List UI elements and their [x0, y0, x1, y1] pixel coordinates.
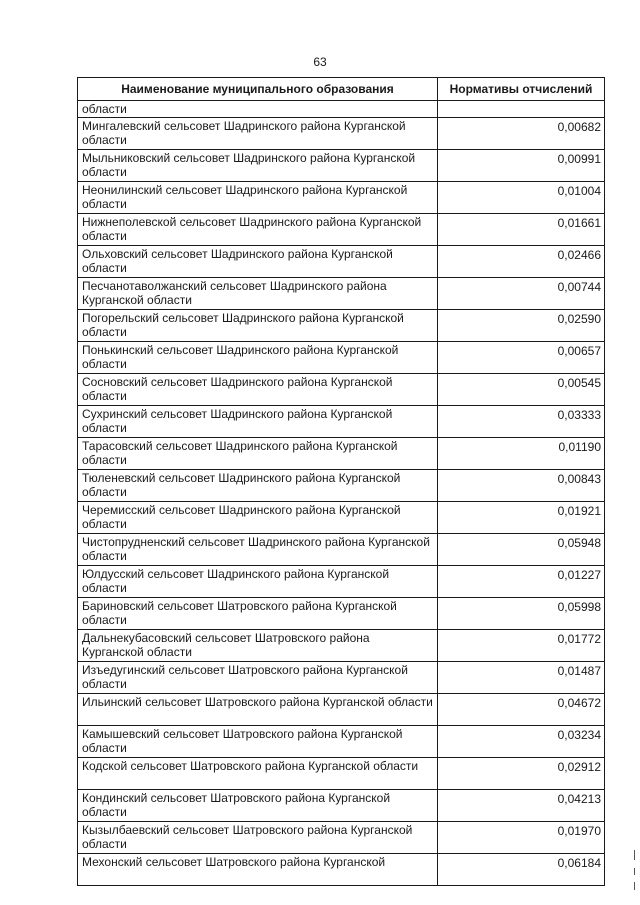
table-row: [78, 822, 605, 854]
norm-value: 0,06184: [438, 854, 605, 886]
norm-value: 0,01772: [438, 630, 605, 662]
municipality-name: Песчанотаволжанский сельсовет Шадринского района Курганской области: [78, 278, 438, 310]
norm-value: 0,04213: [438, 790, 605, 822]
municipality-name: Тарасовский сельсовет Шадринского района Курганской области: [78, 438, 438, 470]
municipality-name: Юлдусский сельсовет Шадринского района Курганской области: [78, 566, 438, 598]
table-header-row: [78, 78, 605, 101]
municipality-name: Нижнеполевской сельсовет Шадринского района Курганской области: [78, 214, 438, 246]
municipality-name: Камышевский сельсовет Шатровского района Курганской области: [78, 726, 438, 758]
norm-value: 0,01921: [438, 502, 605, 534]
norm-value: 0,01487: [438, 662, 605, 694]
municipality-name: Сухринский сельсовет Шадринского района Курганской области: [78, 406, 438, 438]
table-row: [78, 246, 605, 278]
table-row: [78, 118, 605, 150]
table-row: [78, 502, 605, 534]
norm-value: 0,00991: [438, 150, 605, 182]
norm-value: 0,03234: [438, 726, 605, 758]
table-row: [78, 214, 605, 246]
table-row: [78, 694, 605, 726]
table-row: [78, 374, 605, 406]
table-row: [78, 758, 605, 790]
municipality-name: Мехонский сельсовет Шатровского района Курганской: [78, 854, 438, 886]
municipality-name: Неонилинский сельсовет Шадринского района Курганской области: [78, 182, 438, 214]
norm-value: 0,02590: [438, 310, 605, 342]
norm-value: 0,02912: [438, 758, 605, 790]
municipality-name: Ильинский сельсовет Шатровского района Курганской области: [78, 694, 438, 726]
table-row: [78, 310, 605, 342]
scan-edge-mark: [634, 882, 635, 890]
municipality-name: Ольховский сельсовет Шадринского района Курганской области: [78, 246, 438, 278]
table-row: [78, 598, 605, 630]
municipality-name: Мингалевский сельсовет Шадринского района Курганской области: [78, 118, 438, 150]
municipality-name: Черемисский сельсовет Шадринского района Курганской области: [78, 502, 438, 534]
municipality-name: Дальнекубасовский сельсовет Шатровского района Курганской области: [78, 630, 438, 662]
scan-edge-mark: [634, 850, 635, 860]
continuation-text: области: [78, 101, 438, 118]
table-row: [78, 438, 605, 470]
municipality-name: Изъедугинский сельсовет Шатровского района Курганской области: [78, 662, 438, 694]
table-row: [78, 278, 605, 310]
table-row: [78, 726, 605, 758]
norm-value: 0,02466: [438, 246, 605, 278]
norm-value: 0,01661: [438, 214, 605, 246]
norm-value: 0,00744: [438, 278, 605, 310]
norm-value: 0,00657: [438, 342, 605, 374]
scan-edge-mark: [634, 868, 635, 875]
header-municipality: Наименование муниципального образования: [78, 78, 438, 101]
table-row: [78, 150, 605, 182]
municipality-name: Кызылбаевский сельсовет Шатровского района Курганской области: [78, 822, 438, 854]
page-number: 63: [313, 55, 327, 69]
municipality-name: Бариновский сельсовет Шатровского района Курганской области: [78, 598, 438, 630]
table-row: [78, 662, 605, 694]
header-norms: Нормативы отчислений: [438, 78, 605, 101]
continuation-value: [438, 101, 605, 118]
norm-value: 0,01004: [438, 182, 605, 214]
norm-value: 0,04672: [438, 694, 605, 726]
norm-value: 0,00843: [438, 470, 605, 502]
norm-value: 0,01970: [438, 822, 605, 854]
municipality-name: Погорельский сельсовет Шадринского района Курганской области: [78, 310, 438, 342]
table-row: [78, 342, 605, 374]
norm-value: 0,01190: [438, 438, 605, 470]
norm-value: 0,05948: [438, 534, 605, 566]
norm-value: 0,05998: [438, 598, 605, 630]
norm-value: 0,00682: [438, 118, 605, 150]
table-row: [78, 406, 605, 438]
municipality-name: Понькинский сельсовет Шадринского района Курганской области: [78, 342, 438, 374]
norm-value: 0,01227: [438, 566, 605, 598]
table-row: [78, 630, 605, 662]
table-row: [78, 566, 605, 598]
municipality-name: Чистопрудненский сельсовет Шадринского района Курганской области: [78, 534, 438, 566]
table-row: [78, 534, 605, 566]
municipality-name: Тюленевский сельсовет Шадринского района Курганской области: [78, 470, 438, 502]
norm-value: 0,03333: [438, 406, 605, 438]
table-row: [78, 182, 605, 214]
table-body: [78, 101, 605, 886]
norms-table: [77, 77, 605, 886]
table-row: [78, 854, 605, 886]
table-row: [78, 790, 605, 822]
norm-value: 0,00545: [438, 374, 605, 406]
table-row: [78, 470, 605, 502]
municipality-name: Кондинский сельсовет Шатровского района Курганской области: [78, 790, 438, 822]
municipality-name: Кодской сельсовет Шатровского района Курганской области: [78, 758, 438, 790]
continuation-row: [78, 101, 605, 118]
municipality-name: Сосновский сельсовет Шадринского района Курганской области: [78, 374, 438, 406]
municipality-name: Мыльниковский сельсовет Шадринского района Курганской области: [78, 150, 438, 182]
